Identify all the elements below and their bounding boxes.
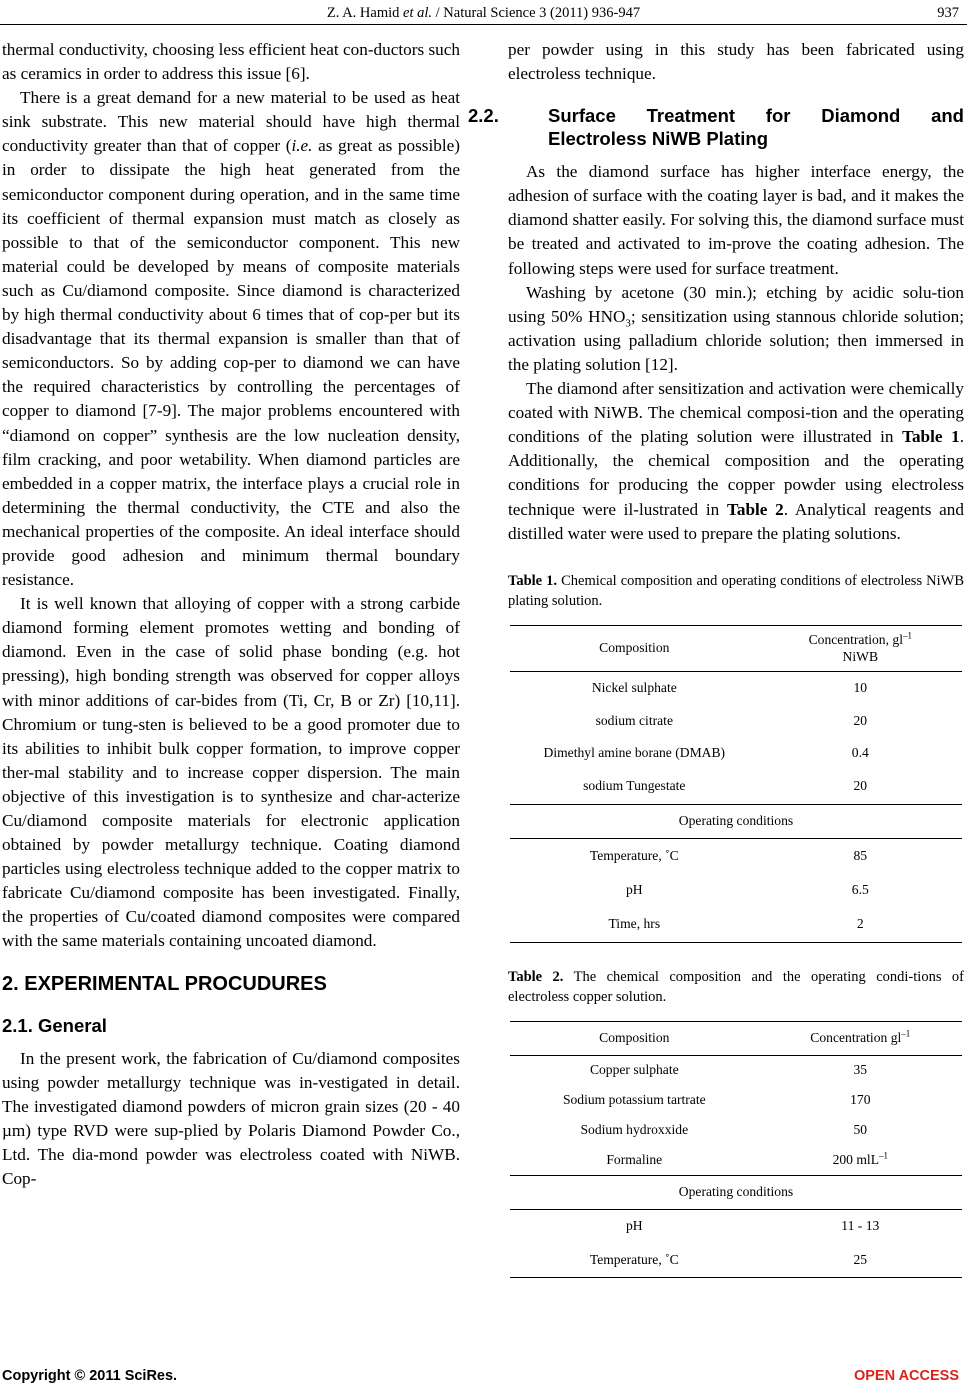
header-text: NiWB (842, 649, 879, 665)
table1 (510, 625, 962, 943)
table-cell: Nickel sulphate (591, 680, 677, 696)
table-section-label: Operating conditions (510, 1175, 962, 1209)
table-cell: 170 (850, 1092, 871, 1108)
page-footer (0, 1368, 967, 1388)
header-authors: Z. A. Hamid (326, 5, 400, 21)
header-rule (0, 24, 967, 25)
table-cell: Sodium hydroxxide (580, 1122, 689, 1138)
paragraph-text: . Analytical reagents and distilled water were used to prepare the plating solutions. (508, 499, 964, 543)
paragraph (508, 377, 964, 546)
table-reference: Table 1 (902, 427, 960, 447)
paragraph-text: The diamond after sensitization and activation were chemically coated with NiWB. The chemical composi-tion and the operating conditions of the plating solution were illustrated in (508, 379, 964, 447)
table-cell: 25 (759, 1243, 962, 1277)
table1-caption-text: Chemical composition and operating conditions of electroless NiWB plating solution. (508, 572, 965, 609)
table-cell: pH (625, 1218, 643, 1234)
paragraph-text: as great as possible) in order to dissipate the high heat generated from the semiconductor component during operation, and in the same time its coefficient of thermal expansion must match as closely as possible to that of the semiconductor component. This new material could be developed by means of composite materials such as Cu/diamond composite. Since diamond is characterized by high thermal conductivity about 6 times that of cop-per but its disadvantage that its thermal expansion is smaller than that of semiconductors. So by adding cop-per to diamond we can have the required characteristics by controlling the percentages of copper to diamond [7-9]. The major problems encountered with “diamond on copper” synthesis are the low nucleation density, film cracking, and poor wetability. When diamond particles are embedded in a copper matrix, the interface plays a crucial role in determining the thermal conductivity, the CTE and also the mechanical properties of the composite. An ideal interface should provide good adhesion and minimum thermal boundary resistance. (2, 136, 460, 590)
right-column (468, 38, 965, 1278)
table-cell (759, 1145, 962, 1175)
table-header-cell: Composition (510, 1021, 759, 1055)
table-cell: Sodium potassium tartrate (562, 1092, 706, 1108)
table-reference: Table 2 (726, 499, 784, 519)
header-et-al: et al. (403, 5, 433, 21)
table-row (510, 1145, 962, 1175)
paragraph: In the present work, the fabrication of Cu/diamond composites using powder metallurgy technique was in-vestigated in detail. The investigated diamond powders of micron grain sizes (20 - 40 µm) type RVD were sup-plied by Polaris Diamond Powder Co., Ltd. The dia-mond powder was electroless coated with NiWB. Cop- (2, 1048, 460, 1189)
section-heading: 2. EXPERIMENTAL PROCUDURES (2, 972, 327, 995)
table-cell: 85 (853, 848, 868, 864)
table-section-label: Operating conditions (510, 804, 962, 838)
table-cell: 35 (853, 1062, 868, 1078)
table-cell: Formaline (606, 1151, 663, 1167)
paragraph-italic: i.e. (291, 136, 313, 156)
subsection-title: Surface Treatment for Diamond and Electroless NiWB Plating (548, 105, 964, 150)
table-row (510, 705, 962, 737)
copyright-notice: Copyright © 2011 SciRes. (2, 1368, 178, 1384)
table-row (510, 838, 962, 874)
table-cell: 11 - 13 (841, 1218, 880, 1234)
table-cell: sodium citrate (595, 713, 673, 729)
running-header (0, 4, 967, 24)
paragraph: thermal conductivity, choosing less efficient heat con-ductors such as ceramics in order to address this issue [6]. (2, 40, 460, 84)
left-column (2, 38, 460, 1191)
header-text: Concentration gl (810, 1030, 902, 1046)
open-access-label: OPEN ACCESS (853, 1368, 959, 1384)
paragraph: It is well known that alloying of copper with a strong carbide diamond forming element promotes wetting and bonding of diamond. Even in the case of solid phase bonding (e.g. hot pressing), high bonding strength was observed for copper alloys with minor additions of car-bides from (Ti, Cr, B or Zr) [10,11]. Chromium or tung-sten is believed to be a good promoter due to its abilities to inhibit bulk copper formation, to improve copper ther-mal stability and to increase copper dispersion. The main objective of this investigation is to synthesize and char-acterize Cu/diamond composite materials for electronic application obtained by powder metallurgy technique. Coating diamond particles using electroless technique added to the copper matrix to fabricate Cu/diamond composite has been investigated. Finally, the properties of Cu/coated diamond composites were compared with the same materials containing uncoated diamond. (2, 594, 460, 951)
paragraph-text: Washing by acetone (30 min.); etching by acidic solu-tion using 50% HNO (508, 282, 964, 326)
subscript: 3 (625, 317, 631, 330)
table-row (510, 671, 962, 705)
superscript: –1 (879, 1150, 889, 1161)
table-row (510, 1115, 962, 1145)
table-cell: Temperature, ˚C (510, 1243, 759, 1277)
table2-caption (508, 967, 964, 1007)
paragraph-text: . Additionally, the chemical composition and the operating conditions for producing the copper powder using electroless technique were il-lustrated in (508, 427, 964, 519)
table-row (510, 737, 962, 769)
subsection-heading (468, 104, 964, 150)
paragraph-text: ; sensitization using stannous chloride solution; activation using palladium chloride solution; then immersed in the plating solution [12]. (508, 306, 964, 374)
table2 (510, 1021, 962, 1278)
page-number: 937 (937, 5, 959, 21)
table-header-cell (759, 1021, 962, 1055)
superscript: –1 (902, 630, 912, 641)
header-journal: / Natural Science 3 (2011) 936-947 (435, 5, 641, 21)
table2-caption-text: The chemical composition and the operating condi-tions of electroless copper solution. (508, 968, 964, 1005)
table-cell: 20 (853, 713, 868, 729)
table1-caption (508, 571, 964, 611)
paragraph: per powder using in this study has been fabricated using electroless technique. (508, 40, 964, 84)
table-cell: Dimethyl amine borane (DMAB) (543, 745, 726, 761)
table-row (510, 906, 962, 942)
paragraph-text: There is a great demand for a new material to be used as heat sink substrate. This new material should have high thermal conductivity greater than that of copper ( (2, 88, 460, 156)
table-row (510, 769, 962, 804)
superscript: –1 (901, 1028, 911, 1039)
table-cell: Copper sulphate (589, 1062, 679, 1078)
cell-text: 200 mlL (832, 1151, 880, 1167)
table-row (510, 1055, 962, 1085)
paragraph (2, 86, 460, 592)
table-header-cell: Composition (510, 625, 759, 671)
table-cell: 2 (759, 906, 962, 942)
table-cell: 6.5 (851, 882, 869, 898)
table-cell: Time, hrs (510, 906, 759, 942)
subsection-heading: 2.1. General (2, 1014, 107, 1036)
table-cell: sodium Tungestate (583, 778, 686, 794)
table-row (510, 1243, 962, 1277)
table-cell: 10 (853, 680, 868, 696)
table-header-row (510, 625, 962, 671)
table-cell: 20 (853, 778, 868, 794)
table-cell: pH (625, 882, 643, 898)
table-section-row (510, 804, 962, 838)
table-row (510, 1085, 962, 1115)
subsection-number: 2.2. (468, 105, 499, 127)
paragraph (508, 281, 964, 377)
header-text: Concentration, gl (808, 632, 903, 648)
table-header-row (510, 1021, 962, 1055)
paragraph: As the diamond surface has higher interface energy, the adhesion of surface with the coating layer is bad, and it makes the diamond shatter easily. For solving this, the diamond surface must be treated and activated to im-prove the coating adhesion. The following steps were used for surface treatment. (508, 162, 964, 278)
table-section-row (510, 1175, 962, 1209)
table-header-cell (759, 625, 962, 671)
running-title (0, 5, 967, 22)
table1-label: Table 1. (508, 572, 558, 589)
table-cell: Temperature, ˚C (589, 848, 679, 864)
table-cell: 50 (853, 1122, 868, 1138)
table-row (510, 1209, 962, 1243)
table2-label: Table 2. (508, 968, 564, 985)
table-row (510, 874, 962, 906)
table-cell: 0.4 (851, 745, 869, 761)
